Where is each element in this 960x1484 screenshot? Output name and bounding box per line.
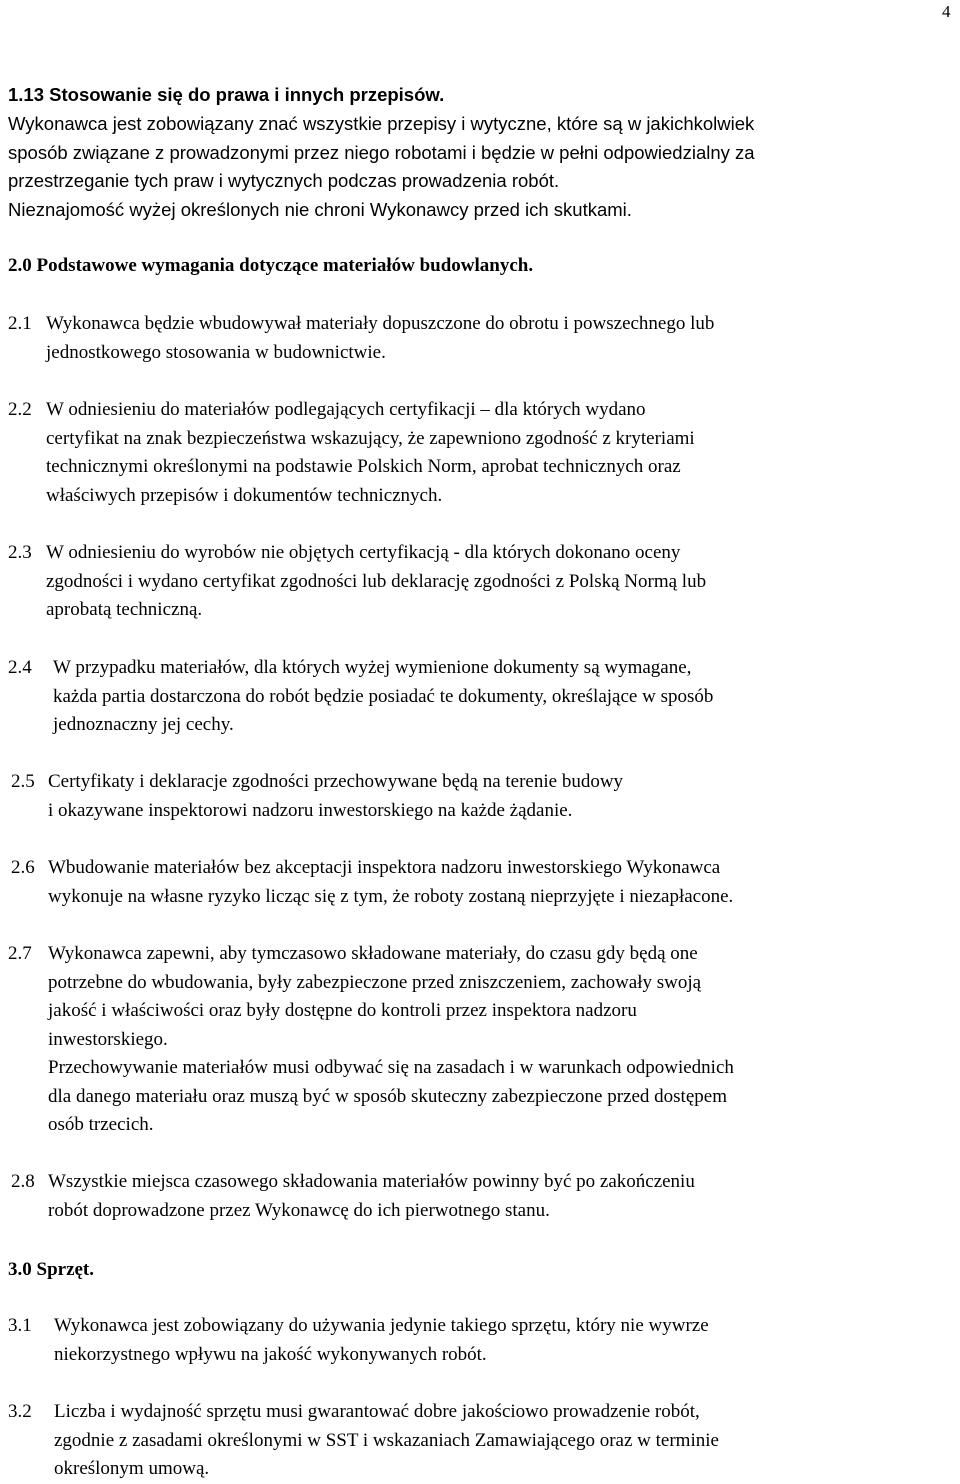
item-line: zgodnie z zasadami określonymi w SST i wskazaniach Zamawiającego oraz w terminie (54, 1429, 719, 1451)
section-1-13-heading: 1.13 Stosowanie się do prawa i innych przepisów. (8, 84, 445, 105)
item-number: 2.1 (8, 313, 32, 334)
item-line: inwestorskiego. (48, 1028, 168, 1050)
item-line: W przypadku materiałów, dla których wyżej wymienione dokumenty są wymagane, (53, 657, 692, 678)
item-line: Wykonawca zapewni, aby tymczasowo składowane materiały, do czasu gdy będą one (48, 943, 698, 964)
item-line: niekorzystnego wpływu na jakość wykonywanych robót. (54, 1343, 487, 1365)
item-number: 3.2 (8, 1401, 32, 1422)
item-line: Wykonawca jest zobowiązany do używania jedynie takiego sprzętu, który nie wywrze (54, 1315, 709, 1336)
item-line: Liczba i wydajność sprzętu musi gwarantować dobre jakościowo prowadzenie robót, (54, 1401, 700, 1422)
list-item-3-1 (8, 1312, 709, 1369)
page-number: 4 (942, 2, 951, 21)
item-line: osób trzecich. (48, 1114, 154, 1135)
item-line: robót doprowadzone przez Wykonawcę do ich pierwotnego stanu. (48, 1199, 550, 1221)
item-line: każda partia dostarczona do robót będzie posiadać te dokumenty, określające w sposób (53, 685, 714, 707)
list-item-2-1 (8, 310, 714, 367)
list-item-2-6 (8, 854, 733, 911)
list-item-2-8 (8, 1168, 695, 1225)
section-1-13-body (8, 110, 755, 224)
item-number: 2.8 (11, 1171, 35, 1192)
item-line: Wszystkie miejsca czasowego składowania materiałów powinny być po zakończeniu (48, 1171, 695, 1192)
item-number: 2.7 (8, 943, 32, 964)
list-item-2-5 (8, 768, 623, 825)
item-line: Wykonawca będzie wbudowywał materiały dopuszczone do obrotu i powszechnego lub (46, 313, 715, 334)
item-number: 2.4 (8, 657, 32, 678)
item-line: potrzebne do wbudowania, były zabezpieczone przed zniszczeniem, zachowały swoją (48, 971, 702, 993)
list-item-2-3 (8, 539, 706, 625)
body-line: przestrzeganie tych praw i wytycznych podczas prowadzenia robót. (8, 170, 560, 191)
item-number: 2.6 (11, 857, 35, 878)
body-line: Wykonawca jest zobowiązany znać wszystkie przepisy i wytyczne, które są w jakichkolwiek (8, 113, 755, 134)
item-line: jednostkowego stosowania w budownictwie. (46, 341, 386, 363)
list-item-2-7 (8, 940, 734, 1140)
item-line: technicznymi określonymi na podstawie Polskich Norm, aprobat technicznych oraz (46, 456, 681, 477)
item-number: 2.3 (8, 542, 32, 563)
section-3-0-heading: 3.0 Sprzęt. (8, 1259, 95, 1280)
body-line: Nieznajomość wyżej określonych nie chroni Wykonawcy przed ich skutkami. (8, 198, 632, 220)
item-line: aprobatą techniczną. (46, 599, 203, 620)
section-2-0-heading: 2.0 Podstawowe wymagania dotyczące materiałów budowlanych. (8, 255, 534, 276)
item-line: i okazywane inspektorowi nadzoru inwestorskiego na każde żądanie. (48, 799, 573, 821)
item-line: dla danego materiału oraz muszą być w sposób skuteczny zabezpieczone przed dostępem (48, 1085, 727, 1107)
item-line: Wbudowanie materiałów bez akceptacji inspektora nadzoru inwestorskiego Wykonawca (48, 857, 721, 878)
item-line: właściwych przepisów i dokumentów technicznych. (46, 484, 443, 506)
item-line: Certyfikaty i deklaracje zgodności przechowywane będą na terenie budowy (48, 771, 624, 792)
item-number: 2.5 (11, 771, 35, 792)
item-line: wykonuje na własne ryzyko licząc się z tym, że roboty zostaną nieprzyjęte i niezapłacone. (48, 885, 734, 907)
item-line: W odniesieniu do wyrobów nie objętych certyfikacją - dla których dokonano oceny (46, 542, 681, 563)
item-line: jednoznaczny jej cechy. (53, 714, 234, 735)
list-item-2-4 (8, 654, 713, 740)
body-line: sposób związane z prowadzonymi przez niego robotami i będzie w pełni odpowiedzialny za (8, 141, 755, 163)
item-line: W odniesieniu do materiałów podlegających certyfikacji – dla których wydano (46, 399, 646, 420)
list-item-2-2 (8, 396, 695, 510)
list-item-3-2 (8, 1398, 719, 1484)
item-line: Przechowywanie materiałów musi odbywać się na zasadach i w warunkach odpowiednich (48, 1057, 734, 1078)
item-line: jakość i właściwości oraz były dostępne do kontroli przez inspektora nadzoru (48, 1000, 637, 1021)
item-line: certyfikat na znak bezpieczeństwa wskazujący, że zapewniono zgodność z kryteriami (46, 427, 695, 449)
item-line: określonym umową. (54, 1458, 210, 1479)
item-number: 3.1 (8, 1315, 32, 1336)
item-number: 2.2 (8, 399, 32, 420)
item-line: zgodności i wydano certyfikat zgodności lub deklarację zgodności z Polską Normą lub (46, 570, 707, 592)
